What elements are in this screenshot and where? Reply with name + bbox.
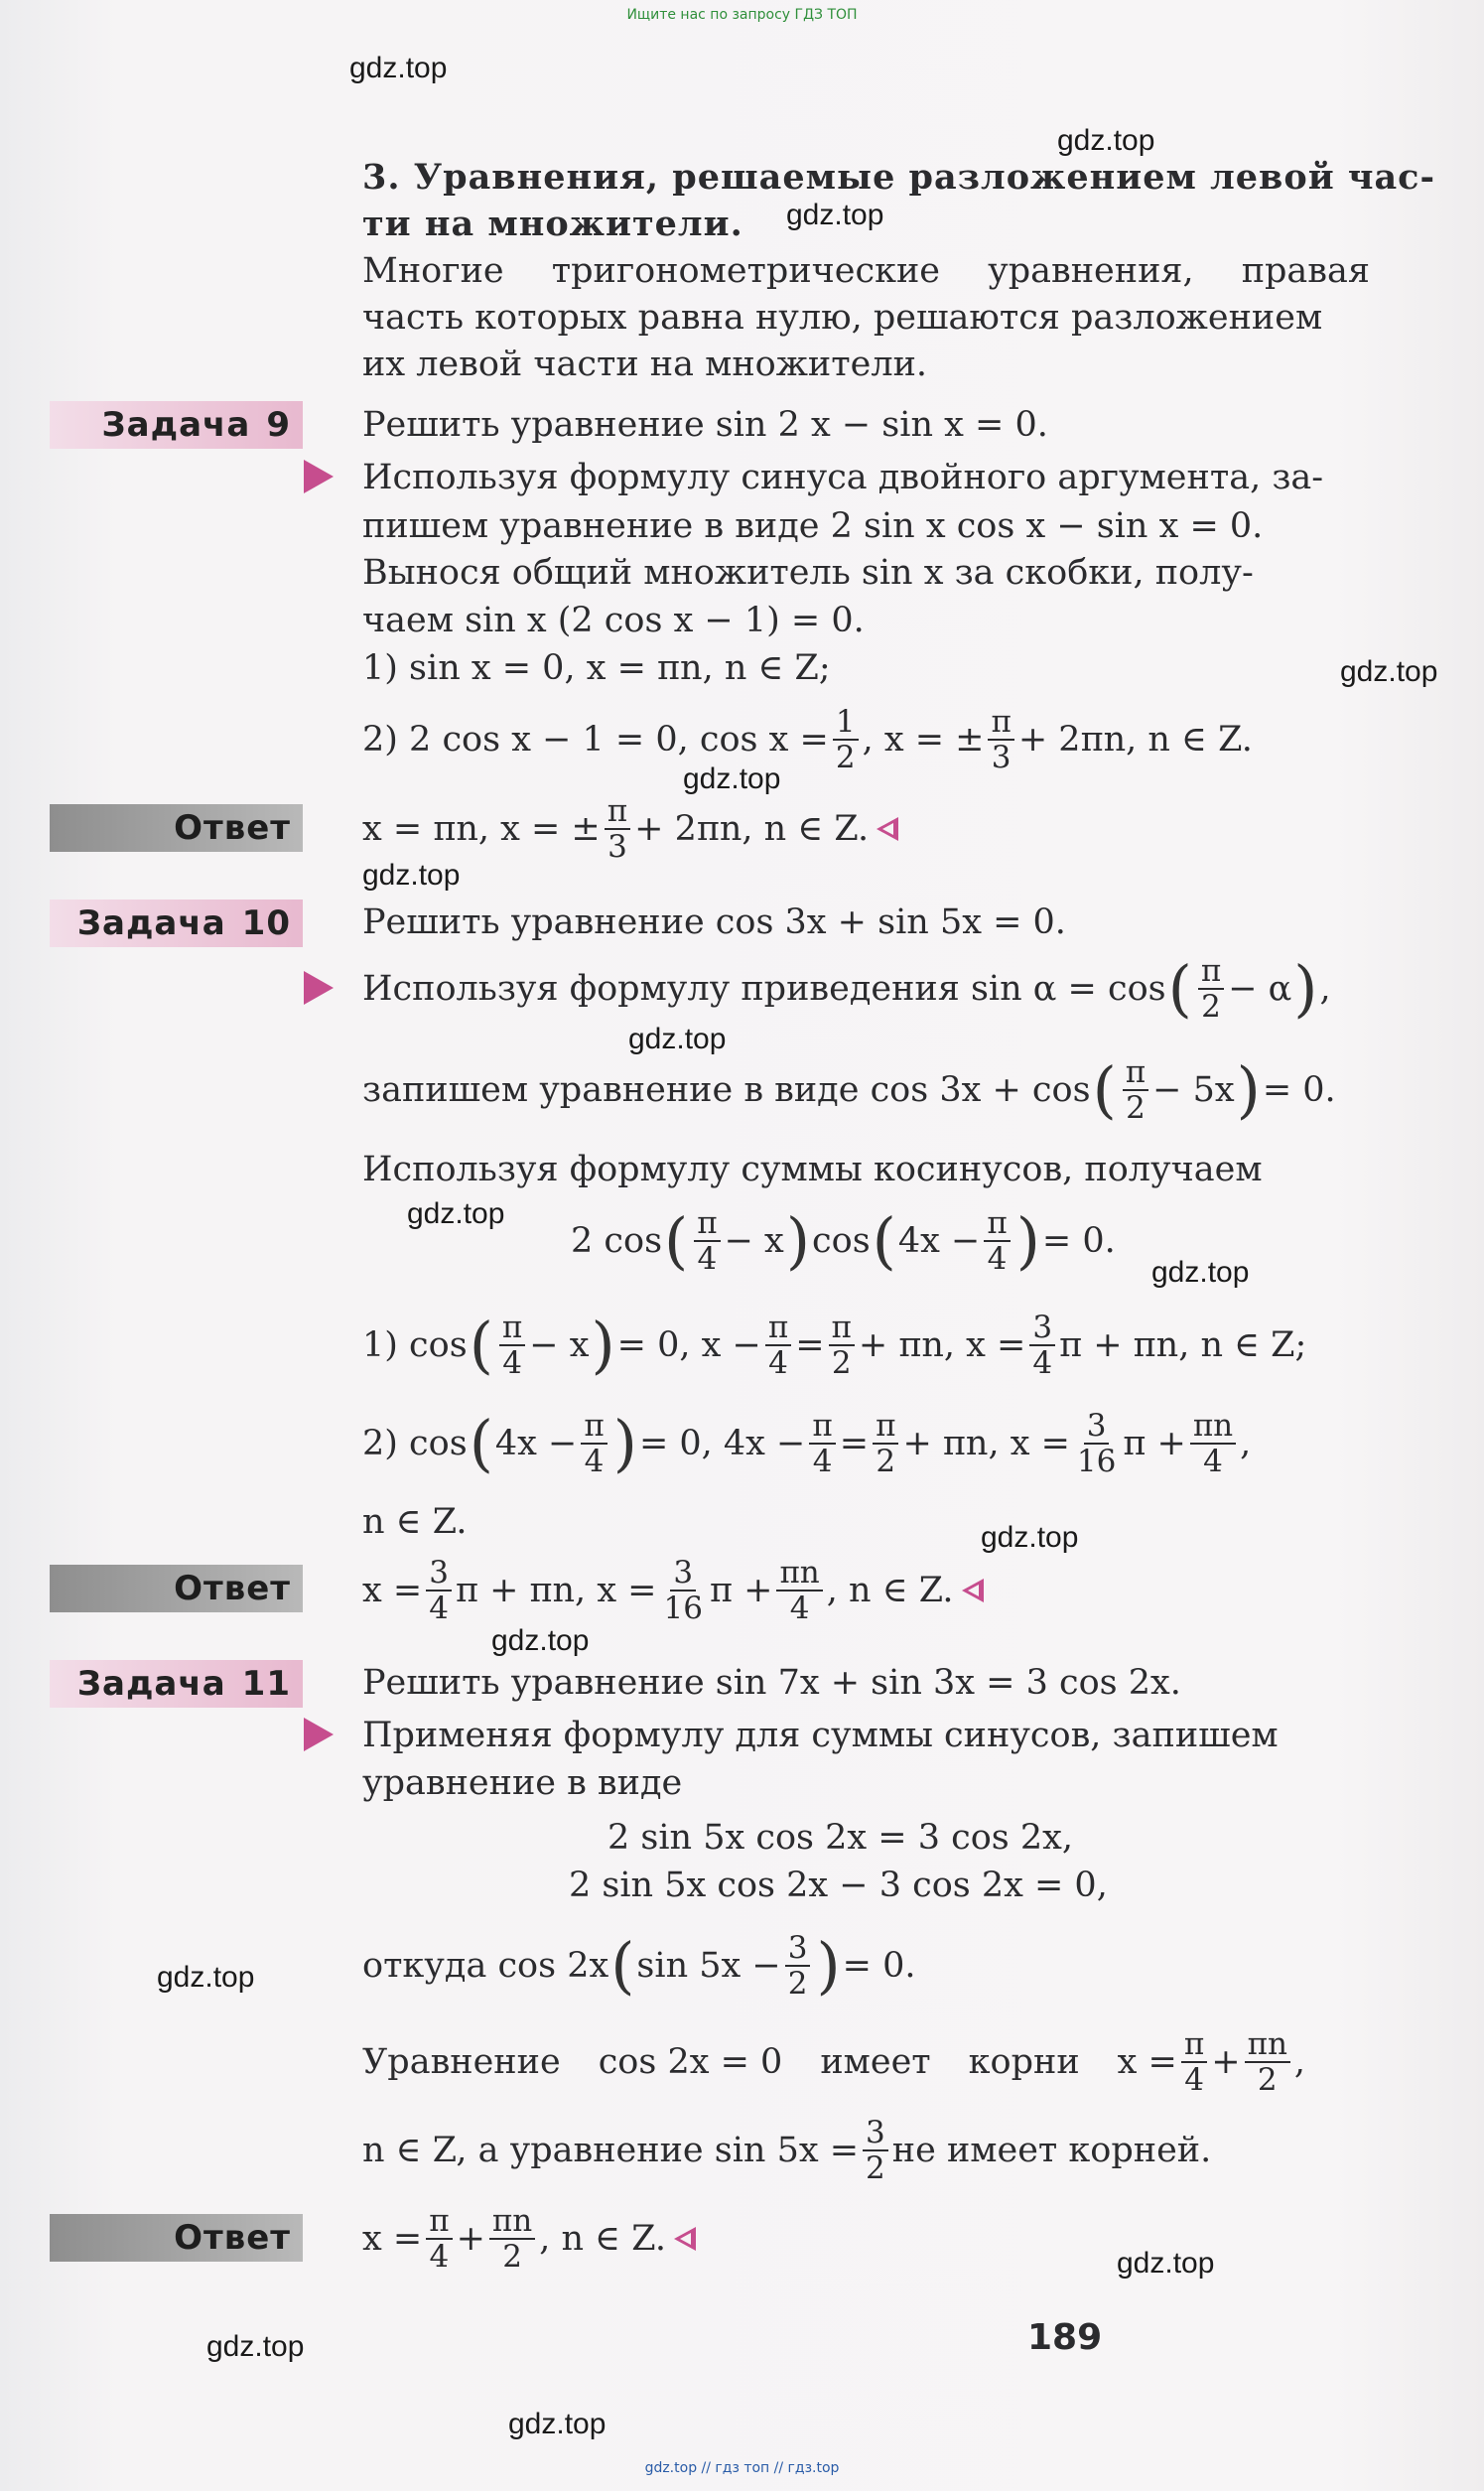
- numerator: π: [765, 1311, 791, 1346]
- math-text: = 0.: [842, 1946, 916, 1986]
- footer-note: gdz.top // гдз топ // гдз.top: [644, 2460, 840, 2476]
- watermark: gdz.top: [683, 762, 781, 795]
- task-11-solution-line-1: Применяя формулу для суммы синусов, запишем: [362, 1716, 1279, 1755]
- denominator: 16: [1076, 1444, 1117, 1479]
- numerator: π: [984, 1206, 1010, 1242]
- math-text: = 0.: [1041, 1221, 1116, 1261]
- answer-label-text: Ответ: [174, 808, 291, 848]
- math-text: − x: [724, 1221, 784, 1261]
- paren: ): [1015, 1204, 1040, 1277]
- math-text: , x = ±: [862, 720, 985, 760]
- fraction: [661, 1556, 706, 1625]
- fraction: [809, 1409, 835, 1478]
- watermark: gdz.top: [1057, 124, 1155, 157]
- task-10-step-2-cont: n ∈ Z.: [362, 1502, 468, 1542]
- fraction: [984, 1206, 1010, 1276]
- math-text: x = πn, x = ±: [362, 809, 601, 849]
- denominator: 4: [1203, 1444, 1223, 1479]
- end-of-solution-icon: [877, 817, 898, 841]
- section-title-line-2: ти на множители.: [362, 204, 743, 244]
- watermark: gdz.top: [491, 1624, 590, 1657]
- math-text: π +: [1123, 1424, 1186, 1463]
- denominator: 3: [991, 740, 1012, 775]
- fraction: [829, 1311, 855, 1380]
- math-text: + πn, x =: [858, 1325, 1026, 1365]
- paren: ): [785, 1204, 811, 1277]
- paren: (: [872, 1204, 896, 1277]
- solution-arrow-icon: [304, 1718, 334, 1751]
- denominator: 4: [584, 1444, 605, 1479]
- task-11-answer: x = $\frac{\pi}{4}$ + $\frac{\pi n}{2}$ , n ∈ Z.: [362, 2199, 696, 2279]
- math-text: 2) cos: [362, 1424, 468, 1463]
- task-9-solution-line-3: Вынося общий множитель sin x за скобки, полу-: [362, 553, 1254, 593]
- task-9-label: [50, 401, 303, 449]
- answer-label-text: Ответ: [174, 2218, 291, 2258]
- math-text: cos: [812, 1221, 871, 1261]
- paren: ): [816, 1929, 841, 2002]
- paren: (: [469, 1407, 493, 1479]
- denominator: 4: [1184, 2062, 1204, 2098]
- denominator: 2: [502, 2239, 522, 2275]
- task-label-text: Задача: [76, 1664, 226, 1704]
- paren: (: [1092, 1053, 1117, 1126]
- numerator: πn: [1245, 2027, 1290, 2063]
- fraction: [1074, 1409, 1119, 1478]
- page-number: 189: [1027, 2317, 1103, 2358]
- math-text: x =: [362, 2219, 423, 2259]
- paren: (: [469, 1309, 493, 1381]
- section-intro-line-3: их левой части на множители.: [362, 345, 928, 384]
- numerator: 3: [426, 1556, 452, 1591]
- math-text: откуда cos 2x: [362, 1946, 609, 1986]
- numerator: 3: [863, 2116, 888, 2151]
- math-text: + 2πn, n ∈ Z.: [1017, 720, 1253, 760]
- paren: ): [612, 1407, 637, 1479]
- denominator: 4: [1032, 1345, 1053, 1381]
- watermark: gdz.top: [362, 859, 461, 892]
- math-text: =: [795, 1325, 825, 1365]
- math-text: = 0, 4x −: [638, 1424, 806, 1463]
- task-10-equation: [571, 1201, 1116, 1281]
- math-text: Используя формулу приведения sin α = cos: [362, 969, 1166, 1009]
- numerator: 3: [785, 1931, 811, 1967]
- numerator: 3: [1029, 1311, 1055, 1346]
- numerator: π: [829, 1311, 855, 1346]
- task-11-statement: Решить уравнение sin 7x + sin 3x = 3 cos 2x.: [362, 1663, 1181, 1703]
- math-text: − α: [1228, 969, 1292, 1009]
- numerator: πn: [489, 2204, 535, 2240]
- fraction: [426, 2204, 452, 2274]
- fraction: [1029, 1311, 1055, 1380]
- numerator: 3: [1084, 1409, 1110, 1445]
- numerator: π: [581, 1409, 607, 1445]
- numerator: π: [694, 1206, 720, 1242]
- numerator: π: [1181, 2027, 1207, 2063]
- numerator: π: [426, 2204, 452, 2240]
- math-text: 2 cos: [571, 1221, 663, 1261]
- denominator: 2: [787, 1966, 808, 2002]
- denominator: 2: [1201, 989, 1221, 1025]
- denominator: 2: [1126, 1090, 1146, 1126]
- fraction: [785, 1931, 811, 2001]
- fraction: [863, 2116, 888, 2185]
- paren: (: [610, 1929, 635, 2002]
- task-9-solution-line-1: Используя формулу синуса двойного аргумента, за-: [362, 458, 1324, 497]
- watermark: gdz.top: [508, 2408, 607, 2440]
- math-text: x =: [362, 1571, 423, 1610]
- fraction: [489, 2204, 535, 2274]
- math-text: 4x −: [494, 1424, 578, 1463]
- fraction: [1181, 2027, 1207, 2097]
- denominator: 4: [789, 1591, 810, 1626]
- denominator: 4: [697, 1241, 718, 1277]
- watermark: gdz.top: [1151, 1256, 1250, 1289]
- task-11-solution-line-2: уравнение в виде: [362, 1763, 683, 1803]
- math-text: 2) 2 cos x − 1 = 0, cos x =: [362, 720, 829, 760]
- math-text: π + πn, n ∈ Z;: [1059, 1325, 1307, 1365]
- denominator: 4: [502, 1345, 522, 1381]
- fraction: [426, 1556, 452, 1625]
- math-text: имеет: [820, 2042, 931, 2082]
- numerator: π: [1198, 954, 1224, 990]
- math-text: + 2πn, n ∈ Z.: [634, 809, 870, 849]
- section-intro-line-1: [362, 248, 1370, 295]
- task-9-step-2: [362, 700, 1253, 779]
- watermark: gdz.top: [206, 2330, 305, 2363]
- paren: (: [664, 1204, 689, 1277]
- watermark: gdz.top: [1117, 2247, 1215, 2280]
- math-text: Уравнение: [362, 2042, 561, 2082]
- end-of-solution-icon: [962, 1579, 984, 1602]
- section-title-line-1: 3. Уравнения, решаемые разложением левой час-: [362, 157, 1435, 198]
- task-11-label: [50, 1660, 303, 1708]
- watermark: gdz.top: [407, 1197, 505, 1230]
- denominator: 4: [429, 1591, 449, 1626]
- watermark: gdz.top: [157, 1961, 255, 1994]
- denominator: 3: [607, 829, 627, 865]
- task-10-answer: [362, 1551, 984, 1630]
- task-11-equation-1: 2 sin 5x cos 2x = 3 cos 2x,: [607, 1818, 1073, 1858]
- task-10-solution-line-1: Используя формулу приведения sin α = cos ( $\frac{\pi}{2}$ − α ) ,: [362, 952, 1331, 1025]
- task-11-equation-3: [362, 1926, 916, 2006]
- section-intro-line-2: часть которых равна нулю, решаются разложением: [362, 298, 1323, 338]
- task-11-equation-2: 2 sin 5x cos 2x − 3 cos 2x = 0,: [569, 1866, 1108, 1905]
- math-text: x =: [1117, 2042, 1177, 2082]
- numerator: πn: [1190, 1409, 1236, 1445]
- numerator: π: [988, 705, 1013, 741]
- watermark: gdz.top: [981, 1521, 1079, 1554]
- task-10-solution-line-2: [362, 1052, 1336, 1128]
- task-10-step-1: [362, 1306, 1306, 1385]
- task-number: 11: [241, 1664, 291, 1704]
- end-of-solution-icon: [674, 2227, 696, 2251]
- task-label-text: Задача: [101, 405, 251, 445]
- denominator: 4: [429, 2239, 450, 2275]
- solution-arrow-icon: [304, 460, 334, 493]
- header-note: Ищите нас по запросу ГДЗ ТОП: [626, 7, 858, 23]
- fraction: [499, 1311, 525, 1380]
- numerator: π: [1123, 1055, 1148, 1091]
- paren: ): [1236, 1053, 1261, 1126]
- math-text: =: [839, 1424, 870, 1463]
- fraction: [776, 1556, 822, 1625]
- denominator: 2: [835, 740, 856, 775]
- watermark: gdz.top: [1340, 655, 1438, 688]
- intro-word: уравнения,: [988, 251, 1194, 291]
- math-text: , n ∈ Z.: [539, 2219, 667, 2259]
- numerator: 1: [833, 705, 859, 741]
- task-9-answer-label: [50, 804, 303, 852]
- math-text: , n ∈ Z.: [826, 1571, 954, 1610]
- task-number: 10: [241, 903, 291, 943]
- task-11-result-line-1: Уравнение cos 2x = 0 имеет корни x = $\frac{\pi}{4}$ + $\frac{\pi n}{2}$ ,: [362, 2026, 1306, 2098]
- math-text: + πn, x =: [902, 1424, 1070, 1463]
- math-text: π +: [709, 1571, 773, 1610]
- fraction: [694, 1206, 720, 1276]
- numerator: π: [873, 1409, 898, 1445]
- task-10-solution-line-3: Используя формулу суммы косинусов, получаем: [362, 1150, 1263, 1189]
- fraction: [1190, 1409, 1236, 1478]
- fraction: [765, 1311, 791, 1380]
- numerator: π: [499, 1311, 525, 1346]
- math-text: 1) cos: [362, 1325, 468, 1365]
- denominator: 4: [812, 1444, 833, 1479]
- task-10-statement: Решить уравнение cos 3x + sin 5x = 0.: [362, 902, 1066, 942]
- math-text: − x: [529, 1325, 590, 1365]
- solution-arrow-icon: [304, 971, 334, 1005]
- task-label-text: Задача: [76, 903, 226, 943]
- fraction: [1123, 1055, 1148, 1125]
- task-10-label: [50, 900, 303, 947]
- task-9-answer: [362, 789, 898, 869]
- task-9-statement: Решить уравнение sin 2 x − sin x = 0.: [362, 405, 1048, 445]
- task-9-solution-line-4: чаем sin x (2 cos x − 1) = 0.: [362, 601, 865, 640]
- fraction: [1245, 2027, 1290, 2097]
- paren: ): [591, 1309, 615, 1381]
- math-text: − 5x: [1152, 1070, 1235, 1110]
- task-10-step-2: 2) cos ( 4x − $\frac{\pi}{4}$ ) = 0, 4x − $\frac{\pi}{4}$ = $\frac{\pi}{2}$ + πn, x = $\frac{3}{16}$ π + $\frac{\pi n}{4}$ ,: [362, 1407, 1252, 1479]
- answer-label-text: Ответ: [174, 1569, 291, 1608]
- fraction: [581, 1409, 607, 1478]
- task-10-answer-label: [50, 1565, 303, 1612]
- numerator: π: [809, 1409, 835, 1445]
- intro-word: правая: [1241, 251, 1370, 291]
- math-text: = 0, x −: [616, 1325, 761, 1365]
- math-text: корни: [968, 2042, 1080, 2082]
- task-11-result-line-2: [362, 2111, 1211, 2190]
- math-text: 4x −: [897, 1221, 981, 1261]
- task-number: 9: [266, 405, 291, 445]
- denominator: 4: [768, 1345, 788, 1381]
- denominator: 16: [663, 1591, 703, 1626]
- fraction: [988, 705, 1013, 774]
- denominator: 2: [1257, 2062, 1278, 2098]
- math-text: sin 5x −: [636, 1946, 781, 1986]
- watermark: gdz.top: [786, 199, 884, 231]
- task-9-step-1: 1) sin x = 0, x = πn, n ∈ Z;: [362, 648, 831, 688]
- task-9-solution-line-2: пишем уравнение в виде 2 sin x cos x − sin x = 0.: [362, 506, 1264, 546]
- math-text: не имеет корней.: [891, 2131, 1212, 2170]
- fraction: [833, 705, 859, 774]
- fraction: [873, 1409, 898, 1478]
- intro-word: тригонометрические: [551, 251, 941, 291]
- denominator: 4: [987, 1241, 1008, 1277]
- denominator: 2: [866, 2150, 885, 2186]
- denominator: 2: [831, 1345, 852, 1381]
- numerator: π: [605, 794, 630, 830]
- paren: ): [1293, 952, 1318, 1025]
- intro-word: Многие: [362, 251, 504, 291]
- numerator: 3: [670, 1556, 696, 1591]
- math-text: = 0.: [1262, 1070, 1336, 1110]
- watermark: gdz.top: [349, 52, 448, 84]
- numerator: πn: [776, 1556, 822, 1591]
- watermark: gdz.top: [628, 1023, 727, 1055]
- math-text: запишем уравнение в виде cos 3x + cos: [362, 1070, 1091, 1110]
- math-text: n ∈ Z, а уравнение sin 5x =: [362, 2131, 860, 2170]
- math-text: cos 2x = 0: [598, 2042, 783, 2082]
- math-text: π + πn, x =: [455, 1571, 657, 1610]
- paren: (: [1167, 952, 1192, 1025]
- task-11-answer-label: [50, 2214, 303, 2262]
- fraction: [1198, 954, 1224, 1024]
- fraction: [605, 794, 630, 864]
- denominator: 2: [876, 1444, 896, 1479]
